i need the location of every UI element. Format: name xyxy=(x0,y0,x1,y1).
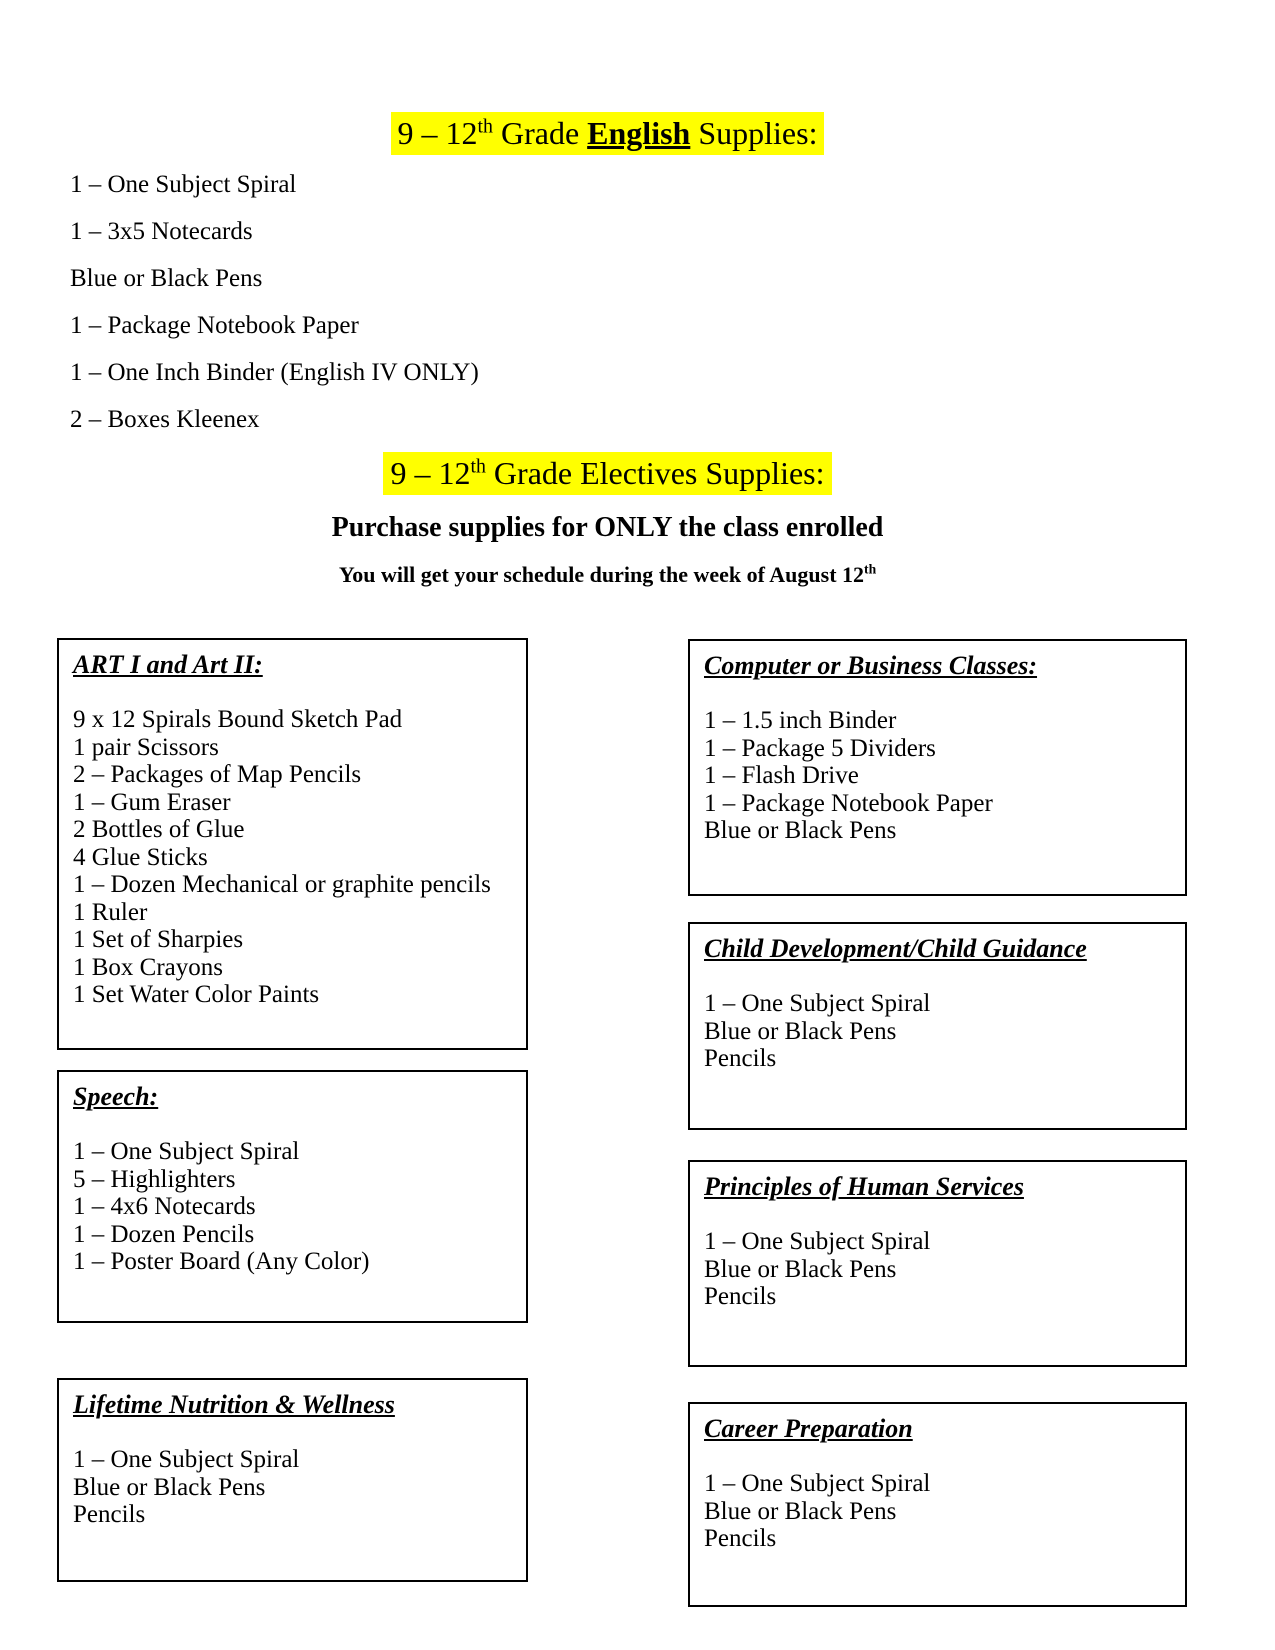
list-item: Blue or Black Pens xyxy=(73,1473,266,1501)
heading-superscript: th xyxy=(470,455,486,478)
list-item: 1 pair Scissors xyxy=(73,733,219,761)
box-items-lifetime-nutrition xyxy=(73,1446,512,1529)
box-title-computer-business: Computer or Business Classes: xyxy=(704,651,1038,680)
career-preparation-supplies-box xyxy=(688,1402,1187,1607)
purchase-note: Purchase supplies for ONLY the class enrolled xyxy=(331,512,884,543)
schedule-note-superscript: th xyxy=(864,561,877,577)
list-item: 1 – Dozen Pencils xyxy=(73,1220,255,1248)
box-items-human-services xyxy=(704,1228,1171,1311)
list-item: 2 Bottles of Glue xyxy=(73,816,245,843)
list-item: 1 – 1.5 inch Binder xyxy=(704,707,897,734)
speech-supplies-box xyxy=(57,1070,528,1323)
heading-text-part: Grade xyxy=(492,115,588,151)
list-item: 1 – Package Notebook Paper xyxy=(70,312,359,339)
list-item: 1 – 3x5 Notecards xyxy=(70,218,253,245)
schedule-note-text: You will get your schedule during the week of August 12 xyxy=(338,562,865,587)
list-item: 1 – Package Notebook Paper xyxy=(704,789,993,817)
list-item: Pencils xyxy=(704,1283,777,1310)
list-item: 9 x 12 Spirals Bound Sketch Pad xyxy=(73,706,403,733)
heading-text-part: 9 – 12 xyxy=(397,115,478,151)
list-item: 1 – One Subject Spiral xyxy=(704,1228,931,1255)
list-item: 1 – Package 5 Dividers xyxy=(704,734,936,762)
art-supplies-box xyxy=(57,638,528,1050)
lifetime-nutrition-supplies-box xyxy=(57,1378,528,1582)
list-item: 1 – Poster Board (Any Color) xyxy=(73,1248,370,1275)
list-item: 1 – 4x6 Notecards xyxy=(73,1193,256,1220)
heading-text-part: Grade Electives Supplies: xyxy=(485,455,825,491)
list-item: Pencils xyxy=(704,1525,777,1552)
box-items-computer-business xyxy=(704,707,1171,845)
list-item: Pencils xyxy=(73,1501,146,1528)
list-item: Blue or Black Pens xyxy=(704,1255,897,1283)
list-item: 1 – One Inch Binder (English IV ONLY) xyxy=(70,359,479,386)
box-items-career-preparation xyxy=(704,1470,1171,1553)
list-item: 2 – Packages of Map Pencils xyxy=(73,761,362,788)
schedule-note xyxy=(70,562,1145,588)
english-supplies-heading xyxy=(70,0,1145,155)
box-title-speech: Speech: xyxy=(73,1082,159,1111)
list-item: 1 – Gum Eraser xyxy=(73,788,231,816)
heading-text-part: 9 – 12 xyxy=(390,455,471,491)
list-item: 1 Ruler xyxy=(73,898,148,926)
box-title-lifetime-nutrition: Lifetime Nutrition & Wellness xyxy=(73,1390,395,1419)
electives-supplies-heading xyxy=(70,452,1145,495)
box-title-art: ART I and Art II: xyxy=(73,650,263,679)
list-item: 1 – Dozen Mechanical or graphite pencils xyxy=(73,871,491,898)
box-items-child-development xyxy=(704,990,1171,1073)
box-title-human-services: Principles of Human Services xyxy=(704,1172,1024,1201)
list-item: Pencils xyxy=(704,1045,777,1072)
list-item: 1 Set of Sharpies xyxy=(73,926,244,953)
box-items-speech xyxy=(73,1138,512,1276)
list-item: 2 – Boxes Kleenex xyxy=(70,406,260,433)
list-item: 1 – One Subject Spiral xyxy=(73,1138,300,1165)
computer-business-supplies-box xyxy=(688,639,1187,896)
list-item: 1 – One Subject Spiral xyxy=(704,1470,931,1497)
child-development-supplies-box xyxy=(688,922,1187,1130)
box-title-child-development: Child Development/Child Guidance xyxy=(704,934,1087,963)
list-item: Blue or Black Pens xyxy=(704,817,897,844)
english-supplies-list xyxy=(70,170,1275,434)
list-item: 1 – Flash Drive xyxy=(704,762,859,789)
heading-highlight xyxy=(391,112,825,155)
box-title-career-preparation: Career Preparation xyxy=(704,1414,913,1443)
list-item: 1 Box Crayons xyxy=(73,953,223,981)
heading-highlight xyxy=(383,452,831,495)
list-item: 1 – One Subject Spiral xyxy=(73,1446,300,1473)
list-item: 1 – One Subject Spiral xyxy=(70,171,297,198)
list-item: Blue or Black Pens xyxy=(704,1017,897,1045)
list-item: Blue or Black Pens xyxy=(70,265,263,292)
human-services-supplies-box xyxy=(688,1160,1187,1367)
list-item: 1 – One Subject Spiral xyxy=(704,990,931,1017)
list-item: 1 Set Water Color Paints xyxy=(73,981,320,1008)
list-item: 4 Glue Sticks xyxy=(73,843,208,871)
heading-superscript: th xyxy=(477,115,493,138)
list-item: 5 – Highlighters xyxy=(73,1165,236,1193)
box-items-art xyxy=(73,706,512,1009)
heading-emphasis: English xyxy=(587,115,691,151)
heading-text-part: Supplies: xyxy=(690,115,818,151)
list-item: Blue or Black Pens xyxy=(704,1497,897,1525)
